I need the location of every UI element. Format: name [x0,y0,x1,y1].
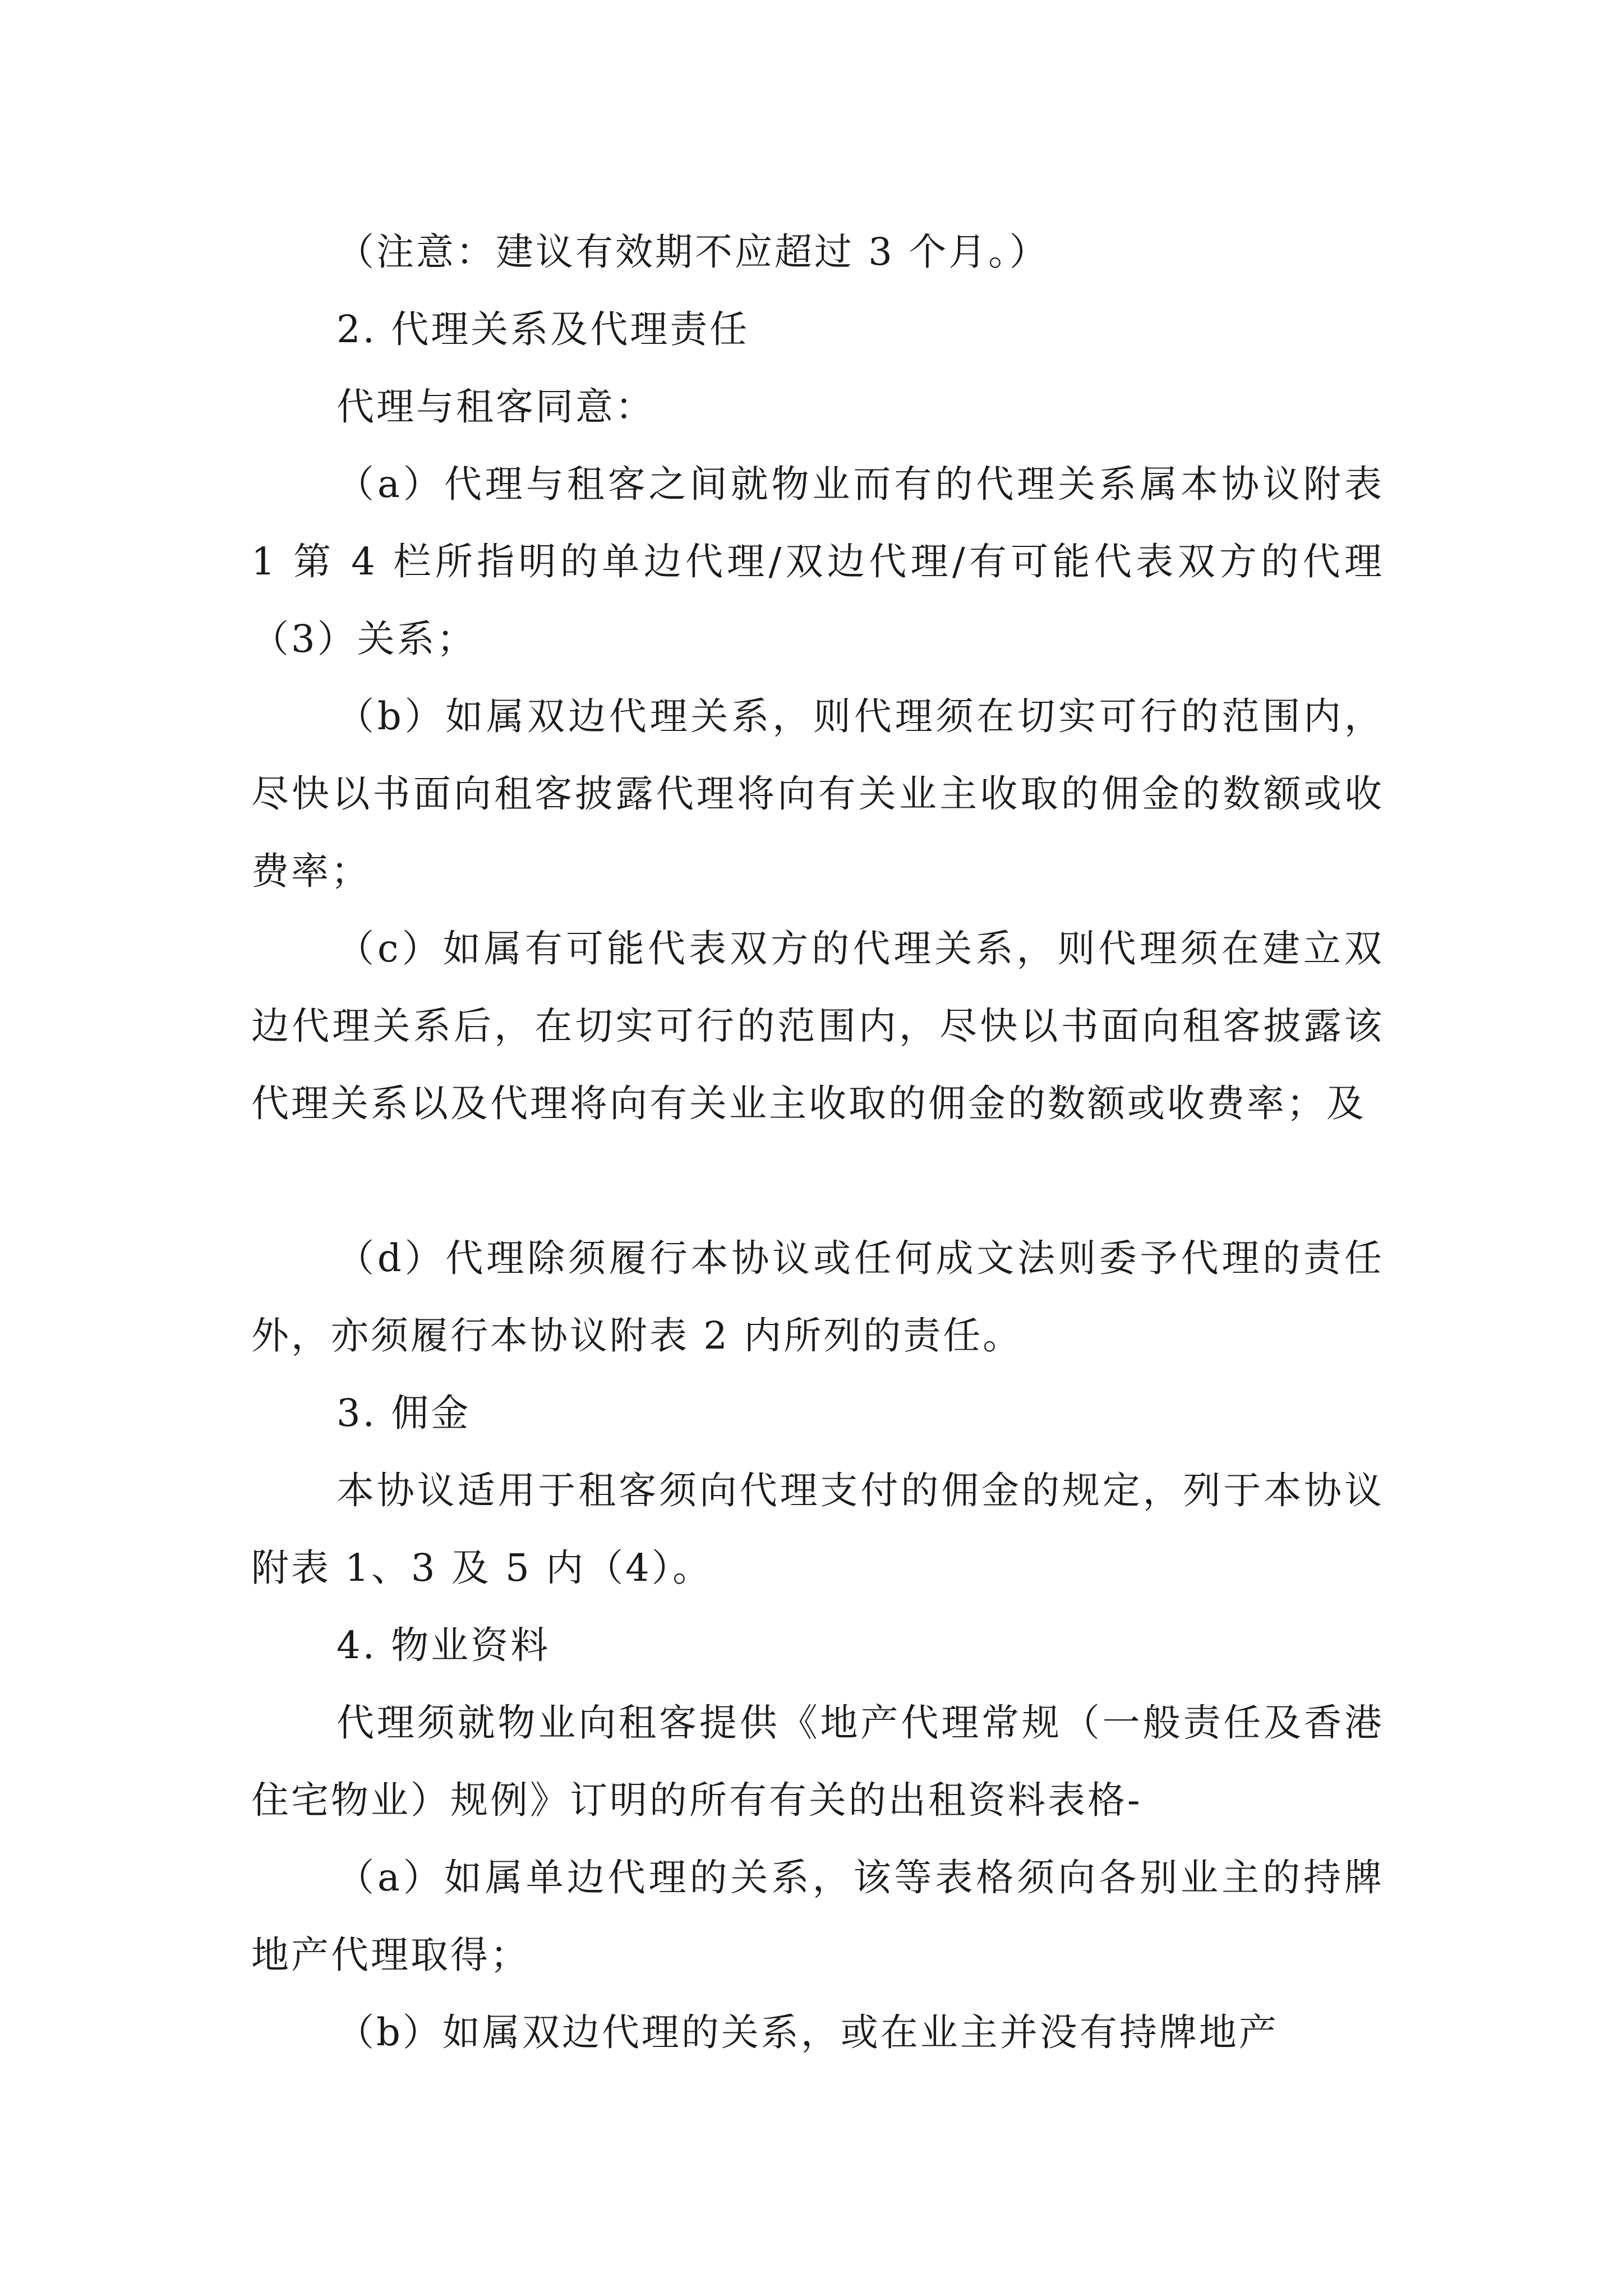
info-clause-a: （a）如属单边代理的关系，该等表格须向各别业主的持牌地产代理取得； [251,1856,1384,1977]
commission-text: 本协议适用于租客须向代理支付的佣金的规定，列于本协议附表 1、3 及 5 内（4）。 [251,1469,1384,1590]
clause-c-potential-dual: （c）如属有可能代表双方的代理关系，则代理须在建立双边代理关系后，在切实可行的范围内，尽快以书面向租客披露该代理关系以及代理将向有关业主收取的佣金的数额或收费率；及 [251,927,1384,1125]
agreement-intro: 代理与租客同意： [336,385,655,429]
clause-b-dual-agency: （b）如属双边代理关系，则代理须在切实可行的范围内，尽快以书面向租客披露代理将向有关业主收取的佣金的数额或收费率； [251,694,1384,893]
clause-a-relationship: （a）代理与租客之间就物业而有的代理关系属本协议附表 1 第 4 栏所指明的单边代理/双边代理/有可能代表双方的代理（3）关系； [251,462,1384,661]
section-heading-agency: 2. 代理关系及代理责任 [336,307,750,351]
note-validity: （注意：建议有效期不应超过 3 个月。） [336,230,1049,274]
section-heading-property-info: 4. 物业资料 [336,1623,551,1667]
section-heading-commission: 3. 佣金 [336,1391,471,1435]
clause-d-duties: （d）代理除须履行本协议或任何成文法则委予代理的责任外，亦须履行本协议附表 2 内所列的责任。 [251,1236,1384,1358]
property-info-text: 代理须就物业向租客提供《地产代理常规（一般责任及香港住宅物业）规例》订明的所有有关的出租资料表格- [251,1701,1384,1822]
info-clause-b: （b）如属双边代理的关系，或在业主并没有持牌地产 [336,2010,1279,2054]
